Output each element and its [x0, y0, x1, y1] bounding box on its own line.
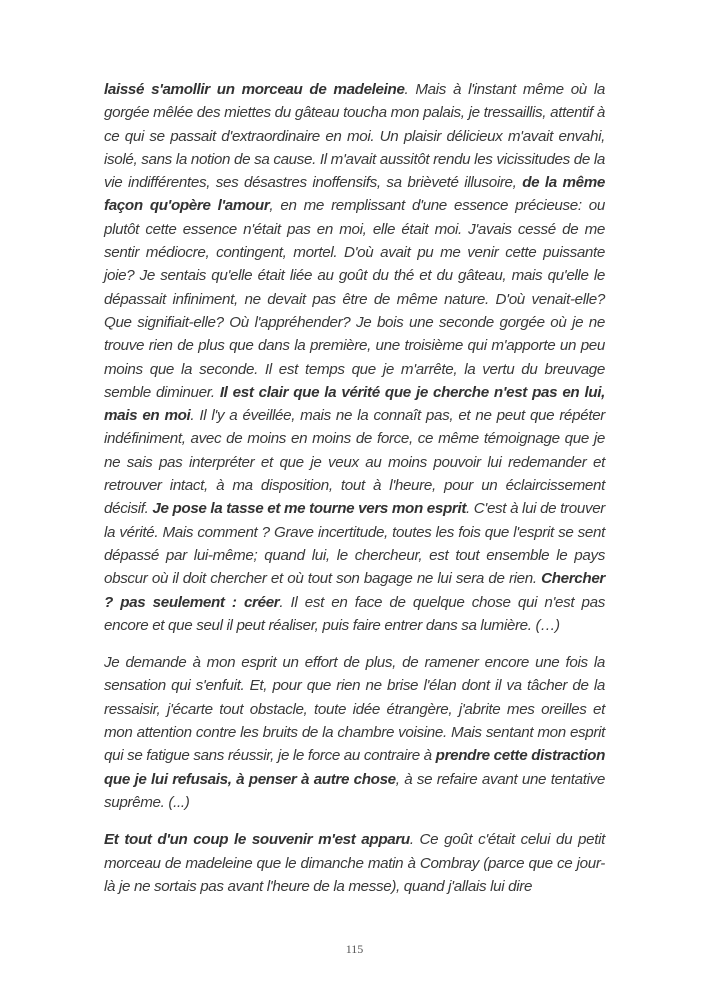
text-run: . Ce goût c'était celui du petit morceau de madeleine que le dimanche matin à Combray (parce que ce jour-là je ne sortais pas avant l'heure de la messe), quand j'allais lui dire [104, 831, 605, 895]
text-run: . Il est en face de quelque chose qui n'est pas encore et que seul il peut réaliser, puis faire entrer dans sa lumière. (…) [104, 593, 605, 634]
emphasis: Chercher ? pas seulement : créer [104, 570, 605, 611]
text-run: . Il l'y a éveillée, mais ne la connaît pas, et ne peut que répéter indéfiniment, avec de moins en moins de force, ce même témoignage que je ne sais pas interpréter et que je veux au moins pouvoir lui redemander et retrouver intact, à ma disposition, tout à l'heure, pour un éclaircissement décisif. [104, 407, 606, 518]
text-run: , en me remplissant d'une essence précieuse: ou plutôt cette essence n'était pas en moi, elle était moi. J'avais cessé de me sentir médiocre, contingent, mortel. D'où avait pu me venir cette puissante joie? Je sentais qu'elle était liée au goût du thé et du gâteau, mais qu'elle le dépassait infiniment, ne devait pas être de même nature. D'où venait-elle? Que signifiait-elle? Où l'appréhender? Je bois une seconde gorgée où je ne trouve rien de plus que dans la première, une troisième qui m'apporte un peu moins que la seconde. Il est temps que je m'arrête, la vertu du breuvage semble diminuer. [104, 197, 605, 401]
emphasis: Et tout d'un coup le souvenir m'est apparu [104, 831, 410, 849]
emphasis: de la même façon qu'opère l'amour [104, 174, 606, 215]
page-number: 115 [345, 942, 364, 956]
emphasis: Je pose la tasse et me tourne vers mon esprit [152, 500, 467, 518]
emphasis: prendre cette distraction que je lui refusais, à penser à autre chose [104, 747, 605, 788]
text-run: Je demande à mon esprit un effort de plus, de ramener encore une fois la sensation qui s'enfuit. Et, pour que rien ne brise l'élan dont il va tâcher de la ressaisir, j'écarte tout obstacle, toute idée étrangère, j'abrite mes oreilles et mon attention contre les bruits de la chambre voisine. Mais sentant mon esprit qui se fatigue sans réussir, je le force au contraire à [104, 654, 605, 765]
text-run: . C'est à lui de trouver la vérité. Mais comment ? Grave incertitude, toutes les fois que l'esprit se sent dépassé par lui-même; quand lui, le chercheur, est tout ensemble le pays obscur où il doit chercher et où tout son bagage ne lui sera de rien. [104, 500, 605, 588]
emphasis: Il est clair que la vérité que je cherche n'est pas en lui, mais en moi [104, 383, 605, 425]
paragraph-1 [104, 78, 605, 637]
text-run: . Mais à l'instant même où la gorgée mêlée des miettes du gâteau toucha mon palais, je tressaillis, attentif à ce qui se passait d'extraordinaire en moi. Un plaisir délicieux m'avait envahi, isolé, sans la notion de sa cause. Il m'avait aussitôt rendu les vicissitudes de la vie indifférentes, ses désastres inoffensifs, sa brièveté illusoire, [104, 81, 605, 192]
text-run: , à se refaire avant une tentative suprême. (...) [104, 770, 605, 811]
emphasis: laissé s'amollir un morceau de madeleine [104, 81, 405, 98]
page-body [104, 78, 605, 912]
paragraph-2 [104, 651, 605, 814]
paragraph-3 [104, 828, 605, 898]
